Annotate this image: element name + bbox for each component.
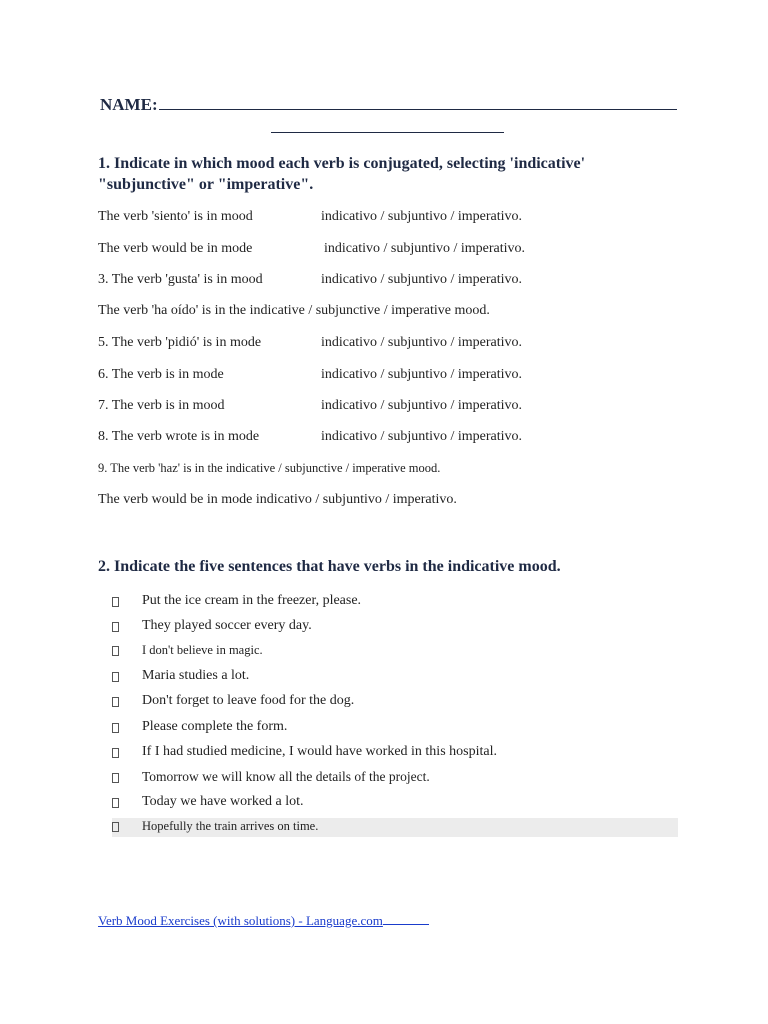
exercise-row bbox=[98, 429, 523, 445]
exercise-stem: 6. The verb is in mode bbox=[98, 367, 224, 382]
exercise-text: 9. The verb 'haz' is in the indicative / subjunctive / imperative mood. bbox=[98, 461, 441, 475]
exercise-text: The verb 'ha oído' is in the indicative / subjunctive / imperative mood. bbox=[98, 303, 490, 318]
checkbox-icon[interactable] bbox=[112, 646, 119, 656]
list-item-text: Please complete the form. bbox=[142, 719, 288, 734]
checkbox-icon[interactable] bbox=[112, 697, 119, 707]
section-1-title: 1. Indicate in which mood each verb is conjugated, selecting 'indicative' "subjunctive" or "imperative". bbox=[98, 155, 586, 193]
list-item bbox=[112, 593, 678, 612]
list-item bbox=[112, 642, 678, 661]
exercise-stem: 7. The verb is in mood bbox=[98, 398, 225, 413]
list-item-text: They played soccer every day. bbox=[142, 618, 312, 633]
exercise-row bbox=[98, 209, 523, 225]
list-item bbox=[112, 693, 678, 712]
checkbox-icon[interactable] bbox=[112, 773, 119, 783]
exercise-stem: 3. The verb 'gusta' is in mood bbox=[98, 272, 263, 287]
list-item-text: I don't believe in magic. bbox=[142, 643, 263, 657]
name-label: NAME: bbox=[100, 95, 158, 114]
list-item bbox=[112, 719, 678, 738]
checkbox-icon[interactable] bbox=[112, 748, 119, 758]
list-item-text: Put the ice cream in the freezer, please. bbox=[142, 593, 362, 608]
exercise-row bbox=[98, 398, 523, 414]
list-item bbox=[112, 769, 678, 788]
exercise-row bbox=[98, 335, 523, 351]
exercise-stem: The verb 'siento' is in mood bbox=[98, 209, 253, 224]
checkbox-icon[interactable] bbox=[112, 822, 119, 832]
list-item-text: If I had studied medicine, I would have worked in this hospital. bbox=[142, 744, 497, 759]
name-blank-line-2 bbox=[271, 132, 504, 133]
list-item bbox=[112, 618, 678, 637]
list-item-text: Hopefully the train arrives on time. bbox=[142, 819, 319, 833]
name-blank-line bbox=[159, 95, 677, 110]
list-item bbox=[112, 818, 678, 837]
name-field bbox=[100, 95, 677, 115]
list-item bbox=[112, 668, 678, 687]
list-item-text: Maria studies a lot. bbox=[142, 668, 250, 683]
exercise-options: indicativo / subjuntivo / imperativo. bbox=[321, 272, 523, 287]
list-item bbox=[112, 794, 678, 813]
exercise-options: indicativo / subjuntivo / imperativo. bbox=[324, 241, 526, 256]
checkbox-icon[interactable] bbox=[112, 672, 119, 682]
checkbox-icon[interactable] bbox=[112, 723, 119, 733]
exercise-text: The verb would be in mode indicativo / subjuntivo / imperativo. bbox=[98, 492, 457, 507]
exercise-stem: 8. The verb wrote is in mode bbox=[98, 429, 260, 444]
footer-link-text[interactable]: Verb Mood Exercises (with solutions) - Language.com bbox=[98, 913, 383, 928]
list-item-text: Today we have worked a lot. bbox=[142, 794, 304, 809]
section-2-title: 2. Indicate the five sentences that have verbs in the indicative mood. bbox=[98, 558, 561, 575]
list-item bbox=[112, 744, 678, 763]
exercise-stem: 5. The verb 'pidió' is in mode bbox=[98, 335, 262, 350]
footer-link[interactable] bbox=[98, 912, 429, 929]
list-item-text: Don't forget to leave food for the dog. bbox=[142, 693, 355, 708]
exercise-stem: The verb would be in mode bbox=[98, 241, 253, 256]
exercise-row bbox=[98, 272, 523, 288]
footer-link-underline bbox=[383, 912, 429, 925]
checkbox-icon[interactable] bbox=[112, 798, 119, 808]
exercise-options: indicativo / subjuntivo / imperativo. bbox=[321, 335, 523, 350]
exercise-options: indicativo / subjuntivo / imperativo. bbox=[321, 429, 523, 444]
exercise-options: indicativo / subjuntivo / imperativo. bbox=[321, 398, 523, 413]
list-item-text: Tomorrow we will know all the details of the project. bbox=[142, 769, 430, 784]
exercise-options: indicativo / subjuntivo / imperativo. bbox=[321, 209, 523, 224]
exercise-options: indicativo / subjuntivo / imperativo. bbox=[321, 367, 523, 382]
checkbox-icon[interactable] bbox=[112, 622, 119, 632]
exercise-row bbox=[98, 241, 526, 257]
checkbox-icon[interactable] bbox=[112, 597, 119, 607]
exercise-row bbox=[98, 303, 490, 319]
exercise-row bbox=[98, 367, 523, 383]
exercise-row bbox=[98, 492, 457, 508]
exercise-row bbox=[98, 461, 440, 476]
